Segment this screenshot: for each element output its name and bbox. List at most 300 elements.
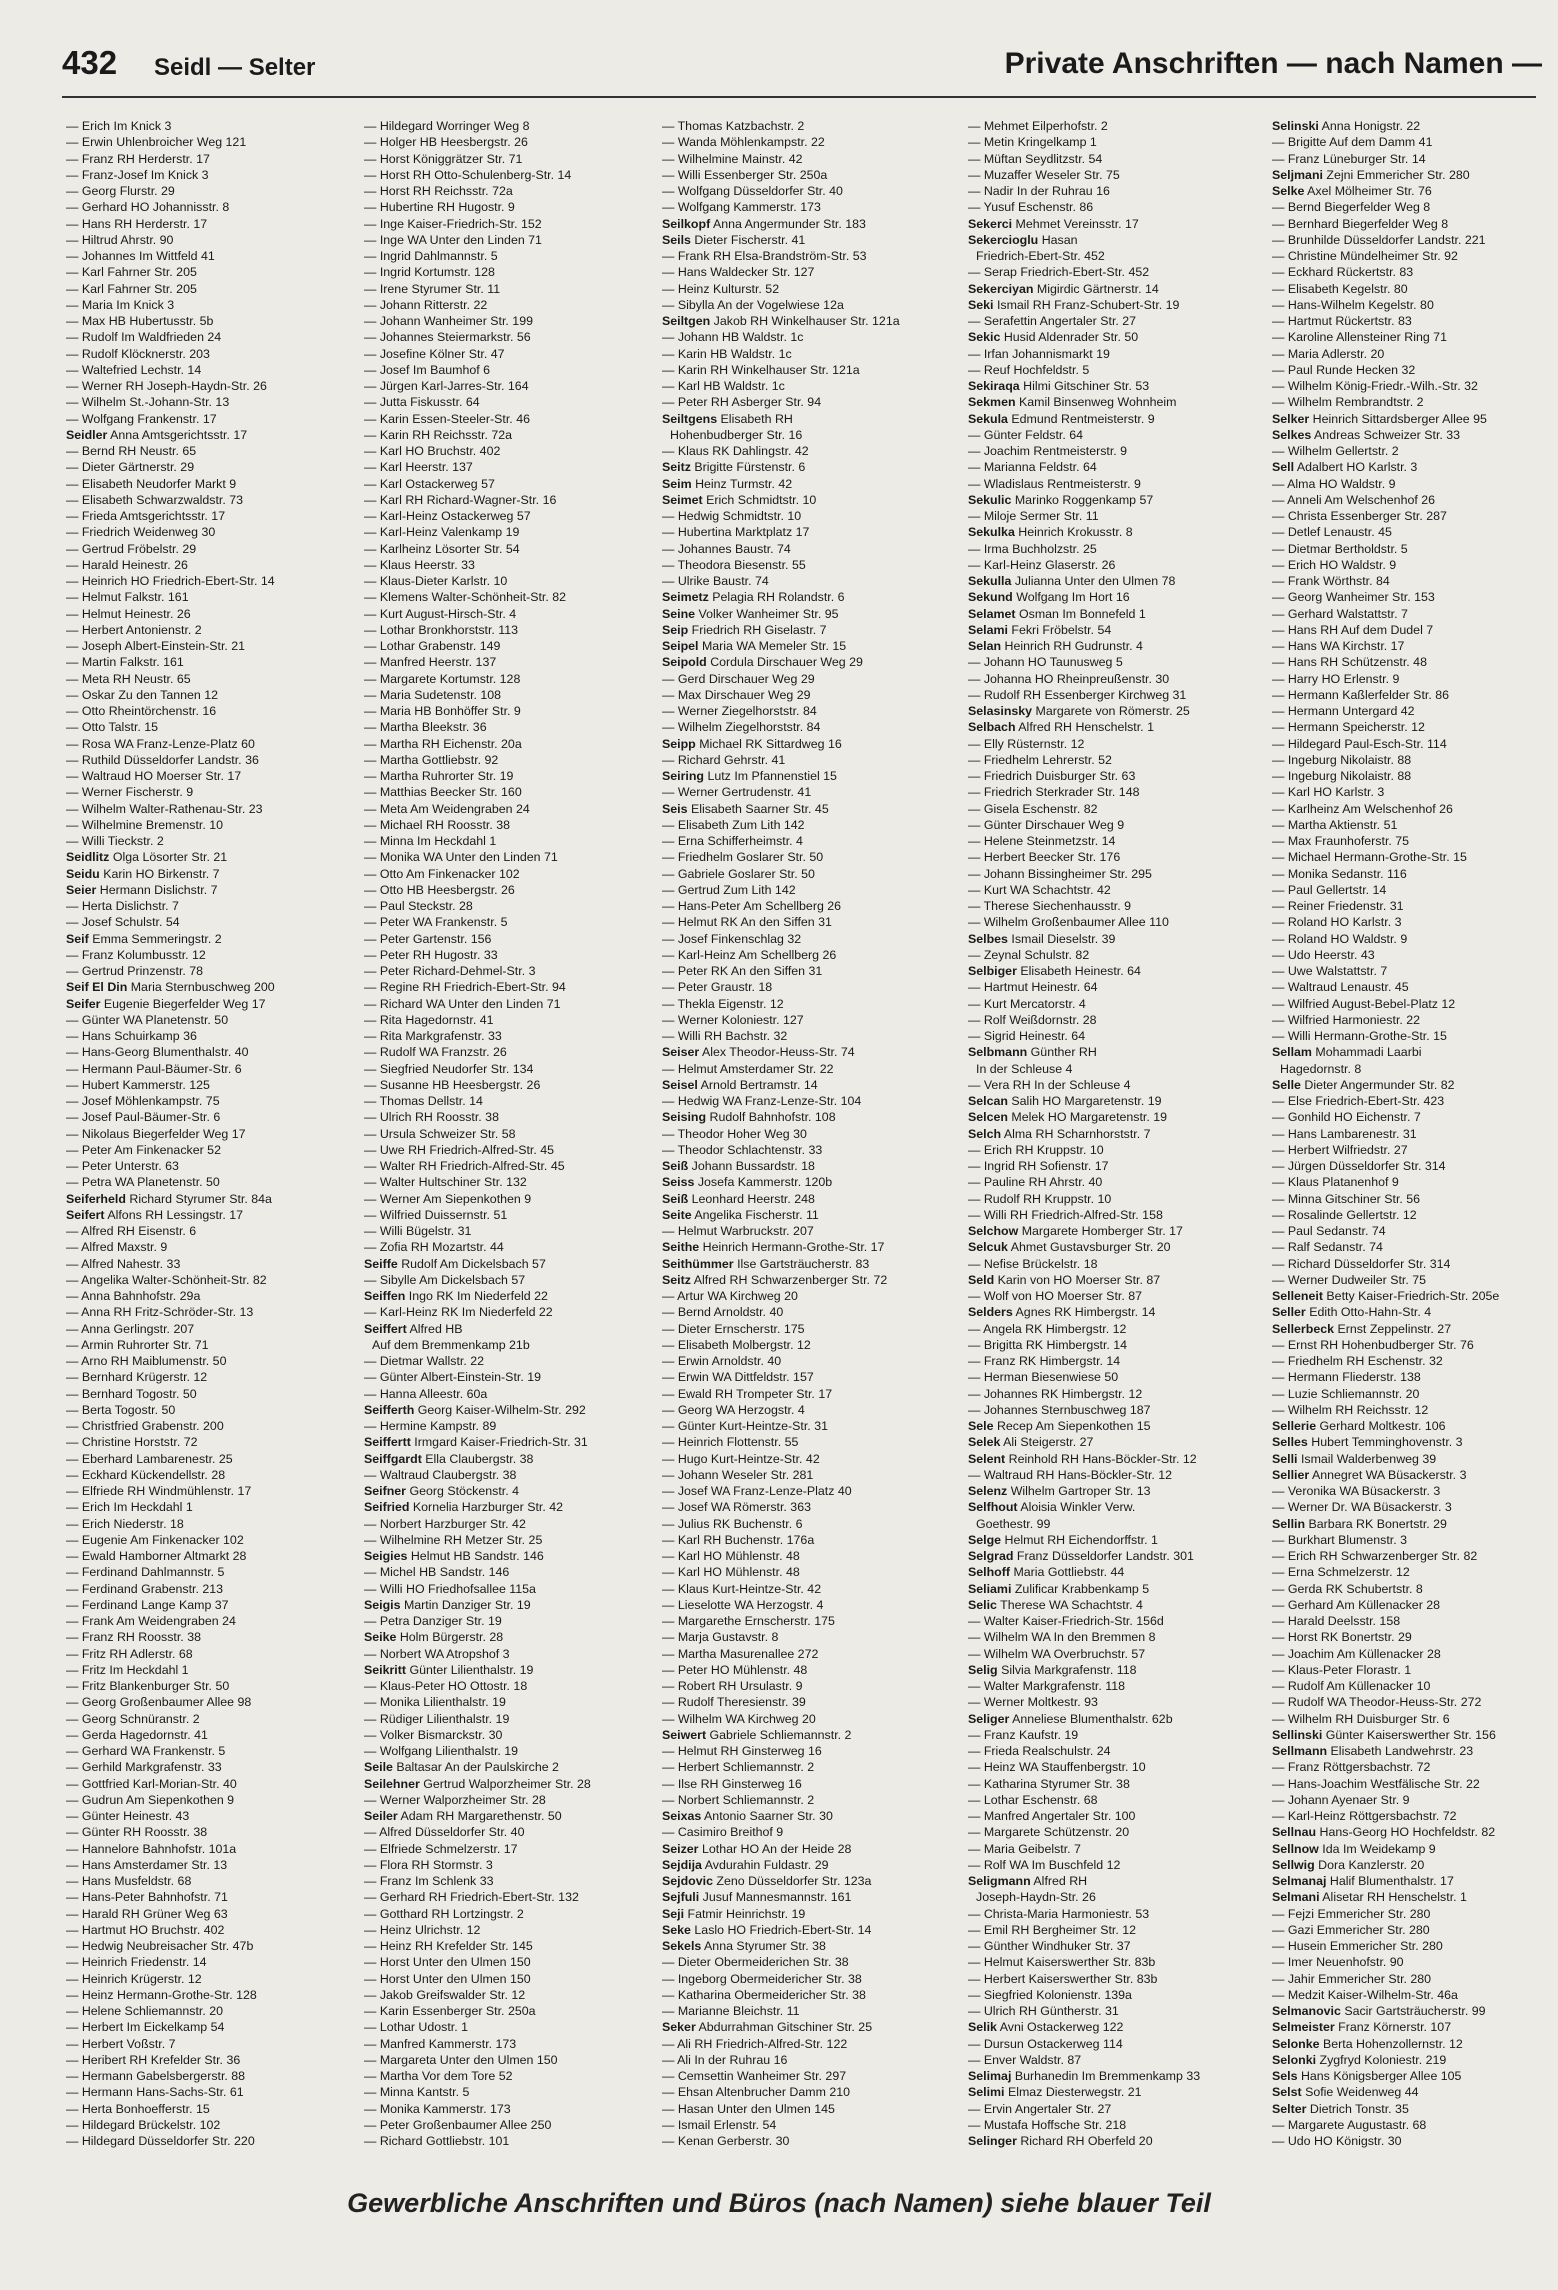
dash-marker: — [364,1792,380,1807]
dash-marker: — [66,216,82,231]
entry-text: Dieter Fischerstr. 41 [694,232,806,247]
entry-text: Johann Ayenaer Str. 9 [1287,1792,1410,1807]
entry-text: Bernd Arnoldstr. 40 [677,1305,784,1320]
entry-text: Hans RH Auf dem Dudel 7 [1287,622,1434,637]
entry-text: Dora Kanzlerstr. 20 [1318,1857,1425,1872]
entry-text: Helmut Amsterdamer Str. 22 [677,1061,834,1076]
entry-text: Adam RH Margarethenstr. 50 [400,1809,562,1823]
entry-text: Bernd Biegerfelder Weg 8 [1287,200,1431,215]
entry-text: Brigitta RK Himbergstr. 14 [983,1337,1128,1352]
listing-entry [968,1938,1268,1954]
dash-marker: — [968,947,984,962]
entry-text: Volker Bismarckstr. 30 [379,1727,503,1742]
dash-marker: — [1272,557,1288,572]
dash-marker: — [66,265,82,280]
entry-text: Dietrich Tonstr. 35 [1309,2101,1409,2116]
listing-entry [662,2003,962,2019]
listing-entry [968,898,1268,914]
listing-entry [364,411,664,427]
dash-marker: — [662,1792,678,1807]
entry-text: Casimiro Breithof 9 [677,1825,784,1840]
dash-marker: — [364,1679,380,1693]
directory-column-5 [1272,118,1558,2149]
listing-entry [66,1808,366,1824]
dash-marker: — [968,834,984,848]
entry-text: Friedrich Duisburger Str. 63 [983,769,1136,783]
entry-text: Arno RH Maiblumenstr. 50 [81,1354,227,1368]
surname-entry [364,1321,664,1337]
entry-text: Karl RH Buchenstr. 176a [677,1532,815,1547]
dash-marker: — [66,1289,82,1303]
listing-entry [662,898,962,914]
dash-marker: — [1272,1354,1288,1368]
entry-text: Rudolf Theresienstr. 39 [677,1695,806,1710]
surname: Sellnow [1272,1841,1319,1856]
dash-marker: — [662,2117,678,2132]
dash-marker: — [364,1305,380,1320]
dash-marker: — [364,444,380,458]
listing-entry [364,752,664,768]
dash-marker: — [1272,655,1288,670]
dash-marker: — [364,1874,380,1888]
dash-marker: — [364,541,380,556]
dash-marker: — [968,1857,984,1872]
listing-entry [66,654,366,670]
entry-text: Reinhold RH Hans-Böckler-Str. 12 [1008,1451,1197,1466]
listing-entry [662,849,962,865]
dash-marker: — [66,1305,82,1320]
dash-marker: — [1272,980,1288,995]
listing-entry [66,459,366,475]
directory-column-4 [968,118,1268,2149]
listing-entry [662,1434,962,1450]
entry-text: Luzie Schliemannstr. 20 [1287,1386,1420,1401]
entry-text: Herta Bonhoefferstr. 15 [81,2101,210,2116]
dash-marker: — [364,964,380,978]
entry-text: Hildegard Brückelstr. 102 [81,2117,221,2132]
dash-marker: — [968,2101,984,2116]
surname: Selgrad [968,1549,1014,1563]
entry-text: Karl Heerstr. 137 [379,460,473,475]
entry-text: Wolfgang Kammerstr. 173 [677,200,821,215]
entry-text: Herta Dislichstr. 7 [81,899,179,913]
surname-entry [662,216,962,232]
entry-text: Günter Kurt-Heintze-Str. 31 [677,1419,828,1433]
dash-marker: — [364,1370,380,1385]
dash-marker: — [66,1776,82,1791]
entry-text: Ehsan Altenbrucher Damm 210 [677,2085,851,2100]
listing-entry [1272,703,1558,719]
listing-entry [66,1369,366,1385]
dash-marker: — [1272,931,1288,946]
listing-entry [364,801,664,817]
surname-entry [968,703,1268,719]
dash-marker: — [1272,622,1288,637]
entry-text: Karin HB Waldstr. 1c [677,346,792,361]
entry-text: Annegret WA Büsackerstr. 3 [1311,1467,1467,1482]
entry-text: Margarete Homberger Str. 17 [1021,1224,1183,1238]
entry-text: Erwin Arnoldstr. 40 [677,1354,782,1368]
entry-text: Minna Gitschiner Str. 56 [1287,1191,1421,1206]
dash-marker: — [364,1614,380,1628]
entry-text: Susanne HB Heesbergstr. 26 [379,1077,541,1092]
listing-entry [364,914,664,930]
entry-text: Martha Ruhrorter Str. 19 [379,769,514,783]
entry-text: Wladislaus Rentmeisterstr. 9 [983,476,1141,491]
dash-marker: — [66,590,82,605]
surname-entry [968,638,1268,654]
dash-marker: — [662,671,678,686]
dash-marker: — [662,1094,678,1108]
listing-entry [662,1824,962,1840]
surname: Seifer [66,996,101,1011]
listing-entry [968,167,1268,183]
dash-marker: — [364,1727,380,1742]
dash-marker: — [66,915,82,930]
surname-entry [662,459,962,475]
directory-column-2 [364,118,664,2149]
dash-marker: — [1272,151,1288,166]
surname-entry [1272,2101,1558,2117]
dash-marker: — [968,265,984,280]
listing-entry [662,1012,962,1028]
entry-text: Martin Falkstr. 161 [81,655,184,670]
entry-text: Alfred RH Schwarzenberger Str. 72 [693,1272,888,1287]
listing-entry [968,1857,1268,1873]
listing-entry [364,573,664,589]
surname: Seising [662,1110,707,1125]
entry-text: Leonhard Heerstr. 248 [691,1191,815,1206]
dash-marker: — [364,1272,380,1287]
dash-marker: — [968,2036,984,2051]
entry-text: Elisabeth Landwehrstr. 23 [1330,1744,1474,1758]
surname-entry [968,1873,1268,1889]
entry-text: Rudolf RH Essenberger Kirchweg 31 [983,687,1187,702]
listing-entry [968,1028,1268,1044]
entry-text: Reuf Hochfeldstr. 5 [983,362,1090,377]
dash-marker: — [364,704,380,718]
listing-entry [1272,849,1558,865]
listing-entry [662,1288,962,1304]
listing-entry [66,1597,366,1613]
entry-text: Willi Hermann-Grothe-Str. 15 [1287,1029,1447,1043]
listing-entry [364,1207,664,1223]
surname-entry [1272,1857,1558,1873]
dash-marker: — [364,184,380,198]
surname-entry [662,1077,962,1093]
entry-text: Gertrud Prinzenstr. 78 [81,964,204,978]
listing-entry [66,1174,366,1190]
dash-marker: — [968,557,984,572]
surname-entry [968,1418,1268,1434]
entry-text: Elfriede Schmelzerstr. 17 [379,1841,518,1856]
entry-text: Rudolf Bahnhofstr. 108 [709,1110,836,1125]
dash-marker: — [364,834,380,848]
surname: Seiffert [364,1321,407,1336]
continuation-line: Joseph-Haydn-Str. 26 [976,1890,1096,1905]
entry-text: Theodor Schlachtenstr. 33 [677,1142,823,1157]
dash-marker: — [66,1890,82,1905]
dash-marker: — [662,980,678,995]
entry-text: Heinrich HO Friedrich-Ebert-Str. 14 [81,574,275,588]
listing-entry [968,1987,1268,2003]
entry-text: Waltraud HO Moerser Str. 17 [81,769,242,783]
dash-marker: — [968,1922,984,1937]
entry-text: Günter RH Roosstr. 38 [81,1825,208,1840]
surname: Seliami [968,1581,1012,1596]
surname: Seigis [364,1597,401,1612]
surname: Seifner [364,1484,407,1498]
dash-marker: — [364,330,380,345]
entry-text: Karl-Heinz Röttgersbachstr. 72 [1287,1809,1457,1823]
surname-entry [968,281,1268,297]
entry-text: Baltasar An der Paulskirche 2 [396,1760,559,1775]
surname: Sellmann [1272,1744,1328,1758]
surname-entry [662,232,962,248]
surname: Selmanaj [1272,1874,1327,1888]
entry-text: Hedwig Neubreisacher Str. 47b [81,1939,254,1953]
listing-entry [662,1759,962,1775]
listing-entry [364,622,664,638]
surname-entry [1272,2036,1558,2052]
surname: Seiffen [364,1289,406,1303]
listing-entry [66,1126,366,1142]
entry-text: Ella Claubergstr. 38 [425,1451,534,1466]
listing-entry [364,1889,664,1905]
entry-text: Helmut Heinestr. 26 [81,606,191,621]
dash-marker: — [364,915,380,930]
listing-entry [364,1239,664,1255]
dash-marker: — [968,1679,984,1693]
dash-marker: — [662,1305,678,1320]
listing-entry [364,329,664,345]
dash-marker: — [66,541,82,556]
entry-text: Wilhelm St.-Johann-Str. 13 [81,395,230,410]
surname-entry [662,638,962,654]
entry-text: Alfred RH Henschelstr. 1 [1018,720,1154,735]
listing-entry [66,768,366,784]
dash-marker: — [66,314,82,328]
listing-entry [364,784,664,800]
entry-text: Gerhild Markgrafenstr. 33 [81,1760,222,1775]
dash-marker: — [364,1419,380,1433]
listing-entry [66,443,366,459]
dash-marker: — [66,2069,82,2083]
entry-text: Hans Waldecker Str. 127 [677,265,815,280]
dash-marker: — [66,1402,82,1417]
listing-entry [662,1954,962,1970]
surname: Sekula [968,411,1008,426]
listing-entry [968,151,1268,167]
entry-text: Berta Togostr. 50 [81,1402,176,1417]
listing-entry [662,524,962,540]
dash-marker: — [364,411,380,426]
surname: Seim [662,476,692,491]
listing-entry [66,703,366,719]
listing-entry [66,1093,366,1109]
listing-entry [1272,1581,1558,1597]
entry-text: Peter Gartenstr. 156 [379,931,492,946]
surname: Seifried [364,1500,410,1515]
listing-entry [662,1532,962,1548]
dash-marker: — [1272,1386,1288,1401]
entry-text: Nadir In der Ruhrau 16 [983,184,1110,198]
surname-entry [662,736,962,752]
dash-marker: — [364,167,380,182]
dash-marker: — [662,1825,678,1840]
surname: Selbmann [968,1045,1028,1060]
dash-marker: — [1272,1614,1288,1628]
dash-marker: — [364,736,380,751]
listing-entry [968,1629,1268,1645]
listing-entry [968,768,1268,784]
listing-entry [1272,1028,1558,1044]
surname: Selmeister [1272,2020,1335,2035]
listing-entry [968,443,1268,459]
entry-text: Helmut Falkstr. 161 [81,590,189,605]
entry-text: Josef WA Franz-Lenze-Platz 40 [677,1484,852,1498]
entry-text: Matthias Beecker Str. 160 [379,785,522,800]
surname: Seils [662,232,691,247]
entry-text: Walter Hultschiner Str. 132 [379,1175,527,1190]
entry-text: Jusuf Mannesmannstr. 161 [702,1890,852,1905]
dash-marker: — [968,151,984,166]
listing-entry [364,557,664,573]
listing-entry [364,492,664,508]
surname: Sellinski [1272,1727,1323,1742]
listing-entry [364,1223,664,1239]
dash-marker: — [66,655,82,670]
listing-entry [662,1564,962,1580]
entry-text: Hermann Kaßlerfelder Str. 86 [1287,687,1449,702]
entry-text: Bernhard Biegerfelder Weg 8 [1287,216,1449,231]
dash-marker: — [1272,752,1288,767]
entry-text: Manfred Heerstr. 137 [379,655,497,670]
entry-text: Hans-Peter Am Schellberg 26 [677,899,842,913]
listing-entry [662,248,962,264]
entry-text: Hans RH Schützenstr. 48 [1287,655,1427,670]
listing-entry [66,784,366,800]
listing-entry [662,1337,962,1353]
listing-entry [662,963,962,979]
listing-entry [364,443,664,459]
surname-entry [968,1126,1268,1142]
dash-marker: — [66,1679,82,1693]
listing-entry [662,1694,962,1710]
dash-marker: — [66,281,82,296]
listing-entry [662,882,962,898]
surname-entry [1272,1873,1558,1889]
listing-entry [66,346,366,362]
listing-entry [364,996,664,1012]
dash-marker: — [66,1224,82,1238]
entry-text: Frank Am Weidengraben 24 [81,1614,236,1628]
entry-text: Maria Gottliebstr. 44 [1013,1565,1125,1580]
listing-entry [364,589,664,605]
listing-entry [364,1369,664,1385]
listing-entry [364,1873,664,1889]
entry-text: Martha RH Eichenstr. 20a [379,736,522,751]
dash-marker: — [1272,135,1288,150]
listing-entry [66,1499,366,1515]
surname-entry [1272,1077,1558,1093]
dash-marker: — [1272,297,1288,312]
entry-text: Alfred Düsseldorfer Str. 40 [379,1825,525,1840]
listing-entry [364,1191,664,1207]
dash-marker: — [968,655,984,670]
dash-marker: — [1272,1110,1288,1125]
dash-marker: — [662,525,678,540]
entry-text: Cordula Dirschauer Weg 29 [710,655,863,670]
entry-text: Karl-Heinz Ostackerweg 57 [379,509,531,523]
listing-entry [968,1077,1268,1093]
listing-entry [1272,1776,1558,1792]
entry-text: Heinz WA Stauffenbergstr. 10 [983,1760,1146,1775]
surname: Selch [968,1126,1002,1141]
entry-text: Franz RK Himbergstr. 14 [983,1354,1121,1368]
entry-text: Peter RH Asberger Str. 94 [677,395,822,410]
dash-marker: — [66,1094,82,1108]
entry-text: Anneliese Blumenthalstr. 62b [1012,1711,1173,1726]
listing-entry [66,1938,366,1954]
dash-marker: — [364,1841,380,1856]
entry-text: Waltefried Lechstr. 14 [81,362,202,377]
entry-text: Ferdinand Dahlmannstr. 5 [81,1565,225,1580]
dash-marker: — [66,1029,82,1043]
listing-entry [364,459,664,475]
listing-entry [66,1451,366,1467]
listing-entry [968,264,1268,280]
listing-entry [66,2133,366,2149]
entry-text: Zygfryd Koloniestr. 219 [1319,2052,1447,2067]
surname-entry [1272,118,1558,134]
entry-text: Herbert Antonienstr. 2 [81,622,202,637]
surname-entry [968,1711,1268,1727]
dash-marker: — [1272,1337,1288,1352]
entry-text: Georg WA Herzogstr. 4 [677,1402,805,1417]
entry-text: Eberhard Lambarenestr. 25 [81,1451,233,1466]
dash-marker: — [364,362,380,377]
surname-entry [1272,1304,1558,1320]
listing-entry [364,849,664,865]
entry-text: Wilhelm Gartroper Str. 13 [1010,1484,1151,1498]
dash-marker: — [1272,1191,1288,1206]
surname: Selker [1272,411,1310,426]
dash-marker: — [662,1695,678,1710]
entry-text: Margarete von Römerstr. 25 [1035,704,1190,718]
surname: Selek [968,1435,1001,1450]
entry-text: Josefa Kammerstr. 120b [697,1175,833,1190]
dash-marker: — [66,1467,82,1482]
entry-text: Berta Hohenzollernstr. 12 [1322,2036,1463,2051]
surname-entry [1272,1727,1558,1743]
entry-text: Artur WA Kirchweg 20 [677,1289,798,1303]
listing-entry [66,2052,366,2068]
listing-entry [662,1548,962,1564]
listing-entry [1272,638,1558,654]
entry-text: Johannes Im Wittfeld 41 [81,249,215,263]
listing-entry [66,1629,366,1645]
surname: Sekerciyan [968,281,1034,296]
surname: Seis [662,801,688,816]
dash-marker: — [1272,1224,1288,1238]
entry-text: Franz Düsseldorfer Landstr. 301 [1016,1549,1194,1563]
surname-entry [66,849,366,865]
listing-entry [1272,671,1558,687]
entry-text: Husein Emmericher Str. 280 [1287,1939,1443,1953]
surname: Seiferheld [66,1191,126,1206]
entry-text: Klaus Platanenhof 9 [1287,1175,1399,1190]
